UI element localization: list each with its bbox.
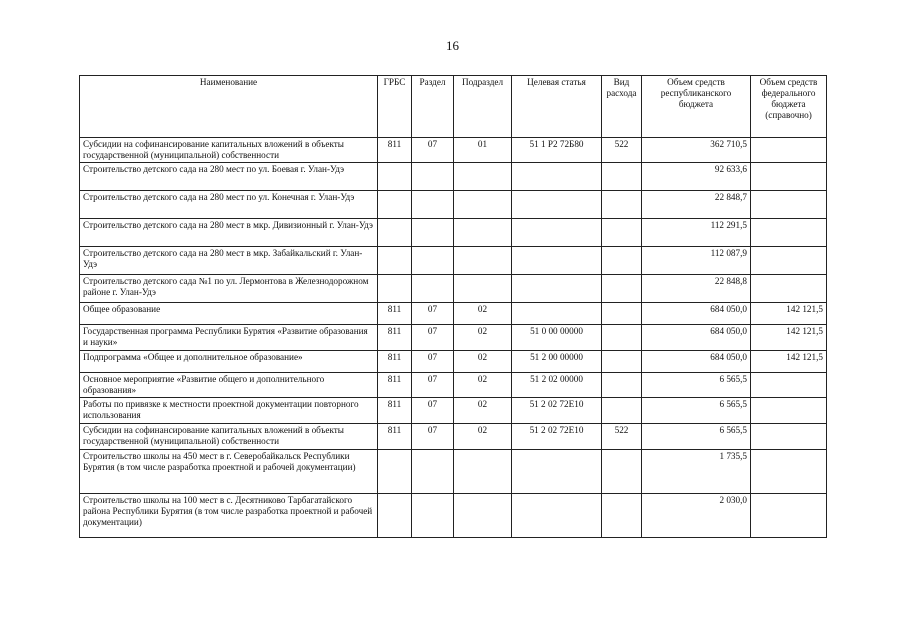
cell-vid [602, 450, 642, 494]
cell-razdel: 07 [412, 351, 454, 373]
cell-razdel: 07 [412, 325, 454, 351]
cell-vid: 522 [602, 138, 642, 163]
cell-name: Строительство школы на 450 мест в г. Северобайкальск Республики Бурятия (в том числе разработка проектной и рабочей документации) [80, 450, 378, 494]
table-row [80, 351, 827, 373]
cell-podrazdel: 02 [454, 424, 512, 450]
cell-podrazdel [454, 450, 512, 494]
cell-fed-budget [751, 275, 827, 303]
cell-rep-budget: 684 050,0 [642, 325, 751, 351]
table-row [80, 424, 827, 450]
cell-grbs: 811 [378, 373, 412, 398]
cell-podrazdel [454, 275, 512, 303]
cell-rep-budget: 1 735,5 [642, 450, 751, 494]
header-grbs: ГРБС [378, 76, 412, 138]
cell-razdel: 07 [412, 424, 454, 450]
cell-name: Работы по привязке к местности проектной документации повторного использования [80, 398, 378, 424]
cell-razdel: 07 [412, 303, 454, 325]
cell-razdel [412, 219, 454, 247]
cell-vid [602, 351, 642, 373]
table-row [80, 138, 827, 163]
cell-rep-budget: 2 030,0 [642, 494, 751, 538]
cell-name: Государственная программа Республики Бурятия «Развитие образования и науки» [80, 325, 378, 351]
cell-rep-budget: 362 710,5 [642, 138, 751, 163]
cell-name: Строительство детского сада на 280 мест в мкр. Забайкальский г. Улан-Удэ [80, 247, 378, 275]
cell-name: Субсидии на софинансирование капитальных вложений в объекты государственной (муниципальной) собственности [80, 424, 378, 450]
cell-fed-budget [751, 398, 827, 424]
cell-vid [602, 219, 642, 247]
header-target: Целевая статья [512, 76, 602, 138]
cell-podrazdel: 01 [454, 138, 512, 163]
cell-vid: 522 [602, 424, 642, 450]
cell-podrazdel: 02 [454, 325, 512, 351]
cell-podrazdel [454, 163, 512, 191]
table-row [80, 191, 827, 219]
cell-fed-budget: 142 121,5 [751, 325, 827, 351]
cell-grbs: 811 [378, 351, 412, 373]
table-row [80, 494, 827, 538]
cell-vid [602, 325, 642, 351]
cell-rep-budget: 112 087,9 [642, 247, 751, 275]
cell-grbs [378, 275, 412, 303]
cell-target: 51 2 00 00000 [512, 351, 602, 373]
cell-fed-budget [751, 163, 827, 191]
cell-fed-budget: 142 121,5 [751, 351, 827, 373]
table-row [80, 247, 827, 275]
cell-rep-budget: 684 050,0 [642, 303, 751, 325]
cell-podrazdel: 02 [454, 303, 512, 325]
cell-target [512, 450, 602, 494]
cell-name: Строительство детского сада №1 по ул. Лермонтова в Железнодорожном районе г. Улан-Удэ [80, 275, 378, 303]
cell-razdel [412, 191, 454, 219]
cell-podrazdel [454, 191, 512, 219]
cell-grbs [378, 494, 412, 538]
cell-target: 51 2 02 00000 [512, 373, 602, 398]
cell-rep-budget: 112 291,5 [642, 219, 751, 247]
cell-fed-budget [751, 191, 827, 219]
cell-grbs [378, 450, 412, 494]
cell-name: Строительство детского сада на 280 мест по ул. Боевая г. Улан-Удэ [80, 163, 378, 191]
cell-target [512, 219, 602, 247]
cell-rep-budget: 6 565,5 [642, 373, 751, 398]
cell-target [512, 275, 602, 303]
cell-grbs [378, 163, 412, 191]
page-number: 16 [446, 38, 459, 53]
header-razdel: Раздел [412, 76, 454, 138]
table-body [80, 138, 827, 538]
cell-grbs: 811 [378, 325, 412, 351]
cell-rep-budget: 6 565,5 [642, 398, 751, 424]
cell-fed-budget [751, 424, 827, 450]
cell-grbs: 811 [378, 138, 412, 163]
cell-name: Строительство детского сада на 280 мест в мкр. Дивизионный г. Улан-Удэ [80, 219, 378, 247]
cell-rep-budget: 684 050,0 [642, 351, 751, 373]
cell-fed-budget: 142 121,5 [751, 303, 827, 325]
cell-vid [602, 494, 642, 538]
budget-table [79, 75, 827, 538]
table-row [80, 275, 827, 303]
cell-podrazdel: 02 [454, 373, 512, 398]
cell-target: 51 2 02 72Е10 [512, 424, 602, 450]
cell-fed-budget [751, 247, 827, 275]
cell-target: 51 0 00 00000 [512, 325, 602, 351]
cell-rep-budget: 92 633,6 [642, 163, 751, 191]
cell-name: Строительство школы на 100 мест в с. Десятниково Тарбагатайского района Республики Бурятия (в том числе разработка проектной и рабочей документации) [80, 494, 378, 538]
cell-target [512, 494, 602, 538]
cell-target [512, 247, 602, 275]
cell-grbs: 811 [378, 398, 412, 424]
header-podrazdel: Подраздел [454, 76, 512, 138]
cell-target [512, 191, 602, 219]
cell-grbs: 811 [378, 303, 412, 325]
cell-fed-budget [751, 494, 827, 538]
cell-podrazdel: 02 [454, 398, 512, 424]
cell-podrazdel [454, 247, 512, 275]
cell-rep-budget: 6 565,5 [642, 424, 751, 450]
cell-podrazdel: 02 [454, 351, 512, 373]
table-row [80, 325, 827, 351]
table-row [80, 219, 827, 247]
cell-fed-budget [751, 373, 827, 398]
cell-fed-budget [751, 450, 827, 494]
cell-target: 51 1 Р2 72Б80 [512, 138, 602, 163]
header-rep-budget: Объем средств республиканского бюджета [642, 76, 751, 138]
cell-fed-budget [751, 138, 827, 163]
cell-grbs: 811 [378, 424, 412, 450]
cell-vid [602, 163, 642, 191]
cell-rep-budget: 22 848,8 [642, 275, 751, 303]
cell-name: Общее образование [80, 303, 378, 325]
cell-vid [602, 275, 642, 303]
cell-name: Подпрограмма «Общее и дополнительное образование» [80, 351, 378, 373]
cell-grbs [378, 191, 412, 219]
cell-target [512, 163, 602, 191]
cell-vid [602, 191, 642, 219]
table-row [80, 303, 827, 325]
table-row [80, 373, 827, 398]
cell-podrazdel [454, 494, 512, 538]
cell-razdel [412, 450, 454, 494]
cell-podrazdel [454, 219, 512, 247]
cell-target [512, 303, 602, 325]
cell-razdel: 07 [412, 398, 454, 424]
header-fed-budget: Объем средств федерального бюджета (справочно) [751, 76, 827, 138]
cell-rep-budget: 22 848,7 [642, 191, 751, 219]
header-vid: Вид расхода [602, 76, 642, 138]
cell-razdel: 07 [412, 373, 454, 398]
cell-name: Основное мероприятие «Развитие общего и дополнительного образования» [80, 373, 378, 398]
cell-razdel [412, 275, 454, 303]
cell-razdel: 07 [412, 138, 454, 163]
cell-name: Субсидии на софинансирование капитальных вложений в объекты государственной (муниципальной) собственности [80, 138, 378, 163]
cell-name: Строительство детского сада на 280 мест по ул. Конечная г. Улан-Удэ [80, 191, 378, 219]
cell-vid [602, 247, 642, 275]
header-name: Наименование [80, 76, 378, 138]
table-row [80, 398, 827, 424]
cell-razdel [412, 494, 454, 538]
cell-vid [602, 303, 642, 325]
table-header-row [80, 76, 827, 138]
cell-razdel [412, 247, 454, 275]
cell-vid [602, 398, 642, 424]
table-row [80, 163, 827, 191]
cell-grbs [378, 247, 412, 275]
cell-fed-budget [751, 219, 827, 247]
cell-grbs [378, 219, 412, 247]
cell-target: 51 2 02 72Е10 [512, 398, 602, 424]
table-row [80, 450, 827, 494]
cell-razdel [412, 163, 454, 191]
cell-vid [602, 373, 642, 398]
